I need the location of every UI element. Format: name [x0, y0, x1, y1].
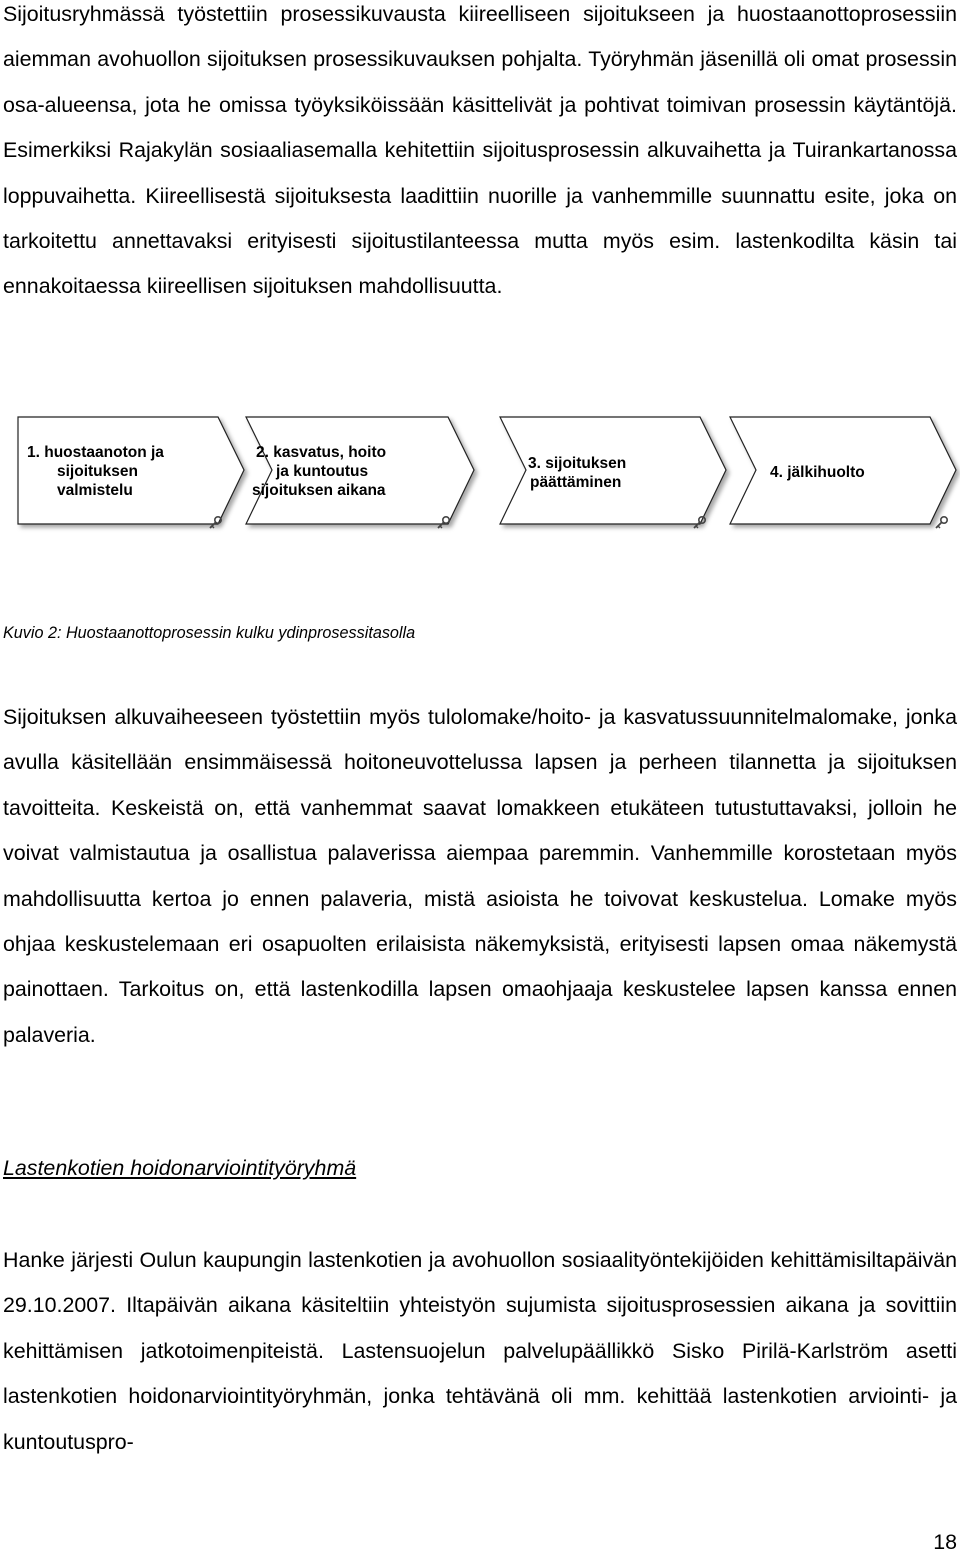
paragraph-working-group: Hanke järjesti Oulun kaupungin lastenkotien ja avohuollon sosiaalityöntekijöiden kehittämisiltapäivän 29.10.2007. Iltapäivän aikana käsiteltiin yhteistyön sujumista sijoitusprosessien aikana ja sovittiin kehittämisen jatkotoimenpiteistä. Lastensuojelun palvelupäällikkö Sisko Pirilä-Karlström asetti lastenkotien hoidonarviointityöryhmän, jonka tehtävänä oli mm. kehittää lastenkotien arviointi- ja kuntoutuspro- [3, 1248, 957, 1454]
process-step-4 [730, 417, 956, 528]
process-step-2 [246, 417, 474, 528]
paragraph-intake-form: Sijoituksen alkuvaiheeseen työstettiin myös tulolomake/hoito- ja kasvatussuunnitelmalomake, jonka avulla käsitellään ensimmäisessä hoitoneuvottelussa lapsen ja perheen tilannetta ja sijoituksen tavoitteita. Keskeistä on, että vanhemmat saavat lomakkeen etukäteen tutustuttavaksi, jolloin he voivat valmistautua ja osallistua palaverissa aiempaa paremmin. Vanhemmille korostetaan myös mahdollisuutta kertoa jo ennen palaveria, mistä asioista he toivovat keskustelua. Lomake myös ohjaa keskustelemaan eri osapuolten erilaisista näkemyksistä, erityisesti lapsen omaa näkemystä painottaen. Tarkoitus on, että lastenkodilla lapsen omaohjaaja keskustelee lapsen kanssa ennen palaveria. [3, 705, 957, 1047]
process-step-3 [500, 417, 726, 528]
paragraph-intro: Sijoitusryhmässä työstettiin prosessikuvausta kiireelliseen sijoitukseen ja huostaanottoprosessiin aiemman avohuollon sijoituksen prosessikuvauksen pohjalta. Työryhmän jäsenillä oli omat prosessin osa-alueensa, jota he omissa työyksiköissään käsittelivät ja pohtivat toimivan prosessin käytäntöjä. Esimerkiksi Rajakylän sosiaaliasemalla kehitettiin sijoitusprosessin alkuvaihetta ja Tuirankartanossa loppuvaihetta. Kiireellisestä sijoituksesta laadittiin nuorille ja vanhemmille suunnattu esite, joka on tarkoitettu annettavaksi erityisesti sijoitustilanteessa mutta myös esim. lastenkodilta käsin tai ennakoitaessa kiireellisen sijoituksen mahdollisuutta. [3, 2, 957, 299]
process-step-1 [18, 417, 244, 528]
step-2-line-2: ja kuntoutus [276, 463, 369, 480]
key-icon [936, 517, 947, 528]
step-2-line-1: 2. kasvatus, hoito [256, 444, 387, 461]
step-1-line-1: 1. huostaanoton ja [27, 444, 164, 461]
step-2-line-3: sijoituksen aikana [252, 482, 386, 499]
step-4-line-1: 4. jälkihuolto [770, 464, 865, 481]
section-heading: Lastenkotien hoidonarviointityöryhmä [3, 1156, 357, 1180]
step-1-line-3: valmistelu [57, 482, 133, 499]
step-1-line-2: sijoituksen [57, 463, 138, 480]
step-3-line-2: päättäminen [530, 474, 622, 491]
page-number: 18 [933, 1530, 957, 1554]
step-3-line-1: 3. sijoituksen [528, 455, 627, 472]
figure-caption: Kuvio 2: Huostaanottoprosessin kulku ydinprosessitasolla [3, 624, 416, 642]
process-diagram [0, 412, 960, 542]
